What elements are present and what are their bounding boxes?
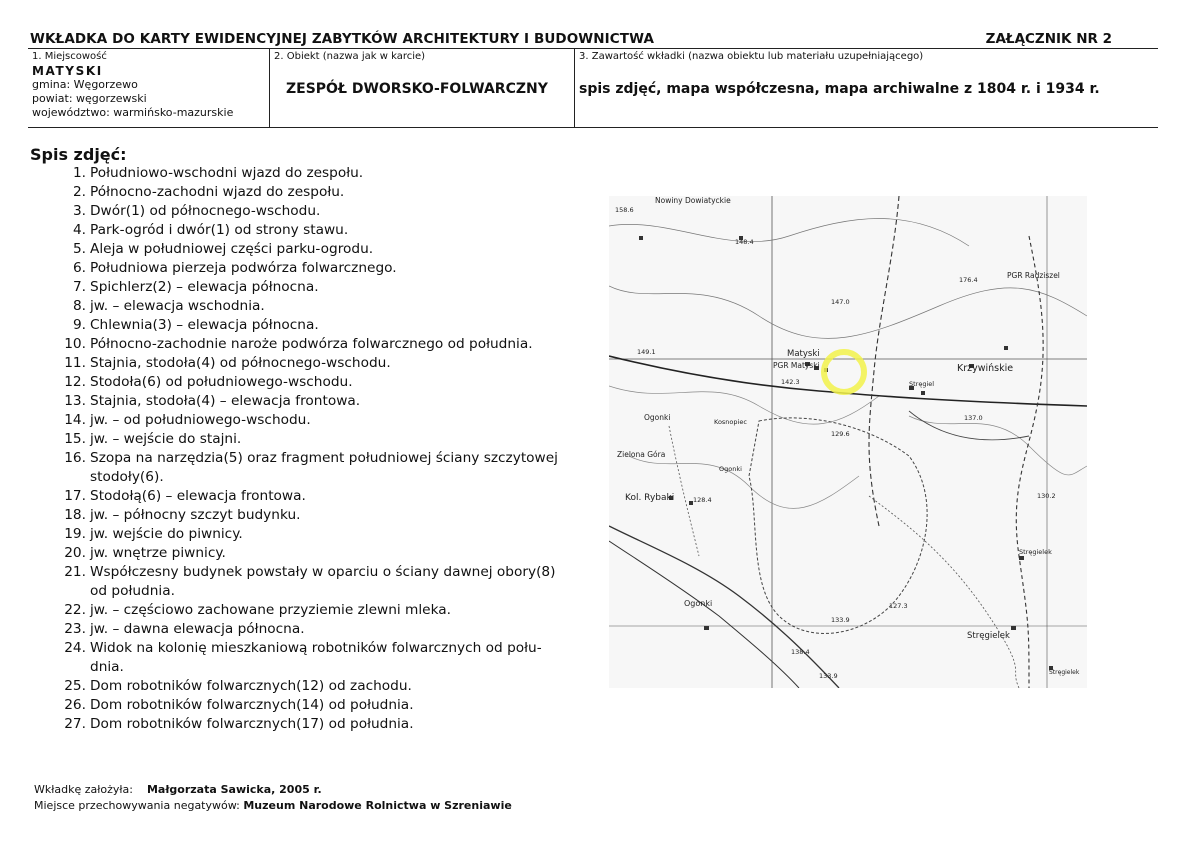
photo-list-item (52, 202, 572, 221)
label-pgr-radzisz: PGR Radziszel (1007, 271, 1060, 280)
photo-list-item (52, 240, 572, 259)
object-label: 2. Obiekt (nazwa jak w karcie) (274, 51, 426, 62)
label-zielona-gora: Zielona Góra (617, 450, 666, 459)
photo-list-item (52, 183, 572, 202)
photo-list-item (52, 316, 572, 335)
topographic-map (609, 196, 1087, 688)
photo-description: jw. wnętrze piwnicy. (90, 545, 226, 561)
photo-number: 24. (64, 640, 86, 656)
photo-description: Stodoła(6) od południowego-wschodu. (90, 374, 353, 390)
photo-list-item (52, 449, 572, 487)
location-label: 1. Miejscowość (32, 51, 107, 62)
object-name: ZESPÓŁ DWORSKO-FOLWARCZNY (286, 81, 548, 97)
voivodeship: województwo: warmińsko-mazurskie (32, 106, 234, 119)
created-by-value: Małgorzata Sawicka, 2005 r. (146, 783, 322, 796)
photo-list-item (52, 696, 572, 715)
photo-list-item (52, 164, 572, 183)
photo-number: 3. (72, 203, 86, 219)
elevation: 133.9 (819, 672, 838, 680)
photo-description: Dom robotników folwarcznych(17) od południa. (90, 716, 414, 732)
photo-description: jw. – wejście do stajni. (90, 431, 242, 447)
district: powiat: węgorzewski (32, 92, 147, 105)
photo-list-item (52, 487, 572, 506)
photo-number: 8. (72, 298, 86, 314)
label-matyski: Matyski (787, 349, 820, 359)
photo-description: Park-ogród i dwór(1) od strony stawu. (90, 222, 349, 238)
photo-list-item (52, 677, 572, 696)
label-pgr-matyski: PGR Matyski (773, 361, 820, 370)
object-cell (270, 49, 575, 127)
photo-description: Północno-zachodni wjazd do zespołu. (90, 184, 345, 200)
photo-list-item (52, 259, 572, 278)
photo-number: 2. (72, 184, 86, 200)
label-nowiny: Nowiny Dowiatyckie (655, 196, 731, 205)
label-kol-rybaki: Kol. Rybaki (625, 493, 675, 503)
storage-label: Miejsce przechowywania negatywów: (34, 799, 240, 812)
label-stregielek-2: Stręgielek (967, 631, 1010, 641)
photo-list-item (52, 506, 572, 525)
label-ogonki-1: Ogonki (644, 413, 671, 422)
photo-list-item (52, 373, 572, 392)
attachment-number: ZAŁĄCZNIK NR 2 (985, 31, 1112, 47)
photo-list-item (52, 563, 572, 601)
photo-description: Spichlerz(2) – elewacja północna. (90, 279, 319, 295)
photo-list-item (52, 335, 572, 354)
storage-value: Muzeum Narodowe Rolnictwa w Szreniawie (243, 799, 512, 812)
photo-list-item (52, 221, 572, 240)
photo-list-item (52, 525, 572, 544)
photo-number: 4. (72, 222, 86, 238)
photo-list-item (52, 544, 572, 563)
photo-number: 20. (64, 545, 86, 561)
content-cell (575, 49, 1158, 127)
label-ogonki-2: Ogonki (719, 465, 742, 473)
elevation: 138.4 (791, 648, 810, 656)
photo-description: Dom robotników folwarcznych(12) od zachodu. (90, 678, 412, 694)
label-krzywinskie: Krzywińskie (957, 363, 1014, 374)
photo-description: jw. – od południowego-wschodu. (90, 412, 311, 428)
photo-number: 1. (72, 165, 86, 181)
photo-list-item (52, 411, 572, 430)
elevation: 158.6 (615, 206, 634, 214)
elevation: 129.6 (831, 430, 850, 438)
photo-description: Północno-zachodnie naroże podwórza folwarcznego od południa. (90, 336, 533, 352)
photo-list-item (52, 639, 572, 677)
photo-number: 27. (64, 716, 86, 732)
photo-description: jw. – częściowo zachowane przyziemie zlewni mleka. (90, 602, 452, 618)
photo-number: 9. (72, 317, 86, 333)
photo-number: 18. (64, 507, 86, 523)
elevation: 142.3 (781, 378, 800, 386)
elevation: 137.0 (964, 414, 983, 422)
photo-description: Chlewnia(3) – elewacja północna. (90, 317, 319, 333)
photo-list-heading: Spis zdjęć: (30, 145, 127, 164)
photo-description: Południowo-wschodni wjazd do zespołu. (90, 165, 364, 181)
location-name: MATYSKI (32, 64, 103, 78)
photo-list-item (52, 278, 572, 297)
photo-number: 10. (64, 336, 86, 352)
photo-number: 6. (72, 260, 86, 276)
created-by-label: Wkładkę założyła: (34, 783, 133, 796)
map-graphic (609, 196, 1087, 688)
photo-description: jw. – dawna elewacja północna. (90, 621, 305, 637)
elevation: 149.1 (637, 348, 656, 356)
card-title: WKŁADKA DO KARTY EWIDENCYJNEJ ZABYTKÓW ARCHITEKTURY I BUDOWNICTWA (30, 31, 655, 47)
photo-description: jw. – północny szczyt budynku. (90, 507, 301, 523)
label-stregielek-1: Stręgielek (1019, 548, 1052, 556)
commune: gmina: Węgorzewo (32, 78, 138, 91)
photo-number: 12. (64, 374, 86, 390)
photo-number: 16. (64, 450, 86, 466)
photo-description: Współczesny budynek powstały w oparciu o ściany dawnej obory(8) od południa. (90, 564, 556, 599)
photo-list-item (52, 430, 572, 449)
photo-description: Szopa na narzędzia(5) oraz fragment południowej ściany szczytowej stodoły(6). (90, 450, 558, 485)
photo-description: Dwór(1) od północnego-wschodu. (90, 203, 321, 219)
elevation: 147.0 (831, 298, 850, 306)
photo-number: 7. (72, 279, 86, 295)
negative-storage-line (34, 799, 512, 812)
photo-description: Widok na kolonię mieszkaniową robotników folwarcznych od połu-dnia. (90, 640, 542, 675)
photo-description: Południowa pierzeja podwórza folwarcznego. (90, 260, 397, 276)
photo-list (52, 164, 572, 734)
map-background (609, 196, 1087, 688)
photo-number: 22. (64, 602, 86, 618)
content-description: spis zdjęć, mapa współczesna, mapa archiwalne z 1804 r. i 1934 r. (579, 81, 1100, 97)
photo-number: 25. (64, 678, 86, 694)
created-by-line (34, 783, 322, 796)
content-label: 3. Zawartość wkładki (nazwa obiektu lub materiału uzupełniającego) (579, 51, 924, 62)
elevation: 148.4 (735, 238, 754, 246)
elevation: 133.9 (831, 616, 850, 624)
photo-list-item (52, 392, 572, 411)
photo-description: Dom robotników folwarcznych(14) od południa. (90, 697, 414, 713)
elevation: 127.3 (889, 602, 908, 610)
label-ogonki-3: Ogonki (684, 599, 713, 608)
photo-description: Stajnia, stodoła(4) od północnego-wschodu. (90, 355, 391, 371)
photo-description: jw. – elewacja wschodnia. (90, 298, 265, 314)
photo-description: jw. wejście do piwnicy. (90, 526, 243, 542)
photo-number: 11. (64, 355, 86, 371)
elevation: 128.4 (693, 496, 712, 504)
photo-number: 17. (64, 488, 86, 504)
label-stregielek-3: Stręgielek (1049, 669, 1080, 676)
photo-list-item (52, 354, 572, 373)
photo-number: 5. (72, 241, 86, 257)
photo-list-item (52, 715, 572, 734)
photo-description: Aleja w południowej części parku-ogrodu. (90, 241, 374, 257)
photo-number: 19. (64, 526, 86, 542)
photo-list-item (52, 620, 572, 639)
photo-description: Stodołą(6) – elewacja frontowa. (90, 488, 306, 504)
label-stregiel: Stręgiel (909, 380, 935, 388)
metadata-table (28, 49, 1158, 128)
photo-number: 23. (64, 621, 86, 637)
photo-number: 14. (64, 412, 86, 428)
photo-number: 13. (64, 393, 86, 409)
location-cell (28, 49, 270, 127)
photo-list-item (52, 601, 572, 620)
photo-list-item (52, 297, 572, 316)
elevation: 176.4 (959, 276, 978, 284)
photo-number: 15. (64, 431, 86, 447)
label-kosnopiec: Kosnopiec (714, 418, 747, 426)
photo-number: 26. (64, 697, 86, 713)
photo-number: 21. (64, 564, 86, 580)
photo-description: Stajnia, stodoła(4) – elewacja frontowa. (90, 393, 361, 409)
elevation: 130.2 (1037, 492, 1056, 500)
